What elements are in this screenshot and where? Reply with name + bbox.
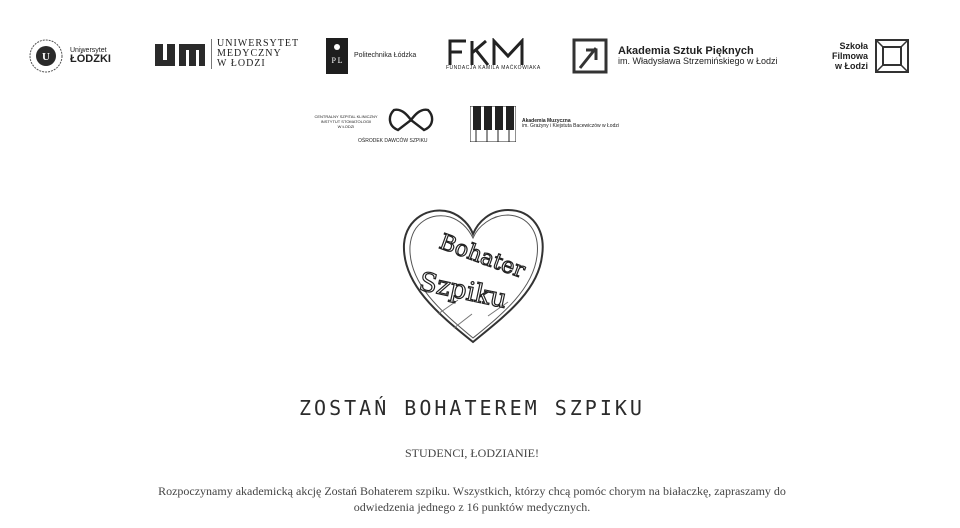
music-academy-label-2: im. Grażyny i Kiejstuta Bacewiczów w Łodzi (522, 123, 619, 129)
umed-label-3: W ŁODZI (217, 58, 266, 69)
uni-lodz-label-2: ŁÓDZKI (70, 52, 111, 65)
svg-text:U: U (42, 51, 50, 63)
uni-lodz-label-1: Uniwersytet (70, 46, 107, 54)
logo-fundacja-kamila-mackowiaka[interactable] (446, 38, 541, 71)
hospital-label-1: CENTRALNY SZPITAL KLINICZNY (314, 113, 378, 119)
film-school-label-3: w Łodzi (835, 61, 869, 71)
svg-text:P L: P L (331, 56, 343, 65)
politechnika-label: Politechnika Łódzka (354, 52, 417, 60)
bohater-szpiku-heart-logo (398, 204, 548, 346)
hospital-label-3: W ŁODZI (337, 123, 355, 129)
ribbon-icon (386, 106, 436, 136)
asp-label-1: Akademia Sztuk Pięknych (618, 44, 754, 57)
asp-square-icon (572, 38, 608, 74)
film-school-frame-icon (874, 38, 910, 74)
umed-label-2: MEDYCZNY (217, 48, 282, 59)
hospital-label-4: OŚRODEK DAWCÓW SZPIKU (358, 138, 428, 144)
piano-keys-icon (470, 106, 516, 142)
heart-label-bohater: Bohater (436, 229, 529, 284)
logo-akademia-muzyczna[interactable] (470, 106, 619, 142)
umed-label-1: UNIWERSYTET (217, 38, 300, 49)
umed-mark-icon (153, 38, 207, 70)
logo-szkola-filmowa[interactable] (832, 38, 910, 74)
intro-paragraph: Rozpoczynamy akademicką akcję Zostań Bohaterem szpiku. Wszystkich, którzy chcą pomóc chorym na białaczkę, zapraszamy do odwiedzenia jednego z 16 punktów medycznych. (158, 484, 786, 514)
page-title: ZOSTAŃ BOHATEREM SZPIKU (299, 396, 645, 420)
asp-label-2: im. Władysława Strzemińskiego w Łodzi (618, 56, 778, 67)
film-school-label-1: Szkoła (839, 41, 869, 51)
politechnika-crest-icon (326, 38, 348, 74)
logo-uniwersytet-medyczny[interactable] (153, 38, 299, 70)
music-academy-label-1: Akademia Muzyczna (522, 117, 571, 124)
page-subtitle: STUDENCI, ŁODZIANIE! (405, 446, 539, 460)
logo-politechnika-lodzka[interactable] (326, 38, 416, 74)
fkm-subtitle: FUNDACJA KAMILA MAĆKOWIAKA (446, 65, 541, 71)
logo-uniwersytet-lodzki[interactable] (28, 38, 111, 74)
fkm-mark-icon (446, 38, 532, 66)
uni-lodz-emblem-icon (28, 38, 64, 74)
logo-osrodek-dawcow-szpiku[interactable] (314, 106, 436, 144)
film-school-label-2: Filmowa (832, 51, 869, 61)
logo-akademia-sztuk-pieknych[interactable] (572, 38, 778, 74)
hospital-label-2: INSTYTUT STOMATOLOGII (320, 118, 372, 124)
heart-label-szpiku: Szpiku (416, 266, 510, 315)
